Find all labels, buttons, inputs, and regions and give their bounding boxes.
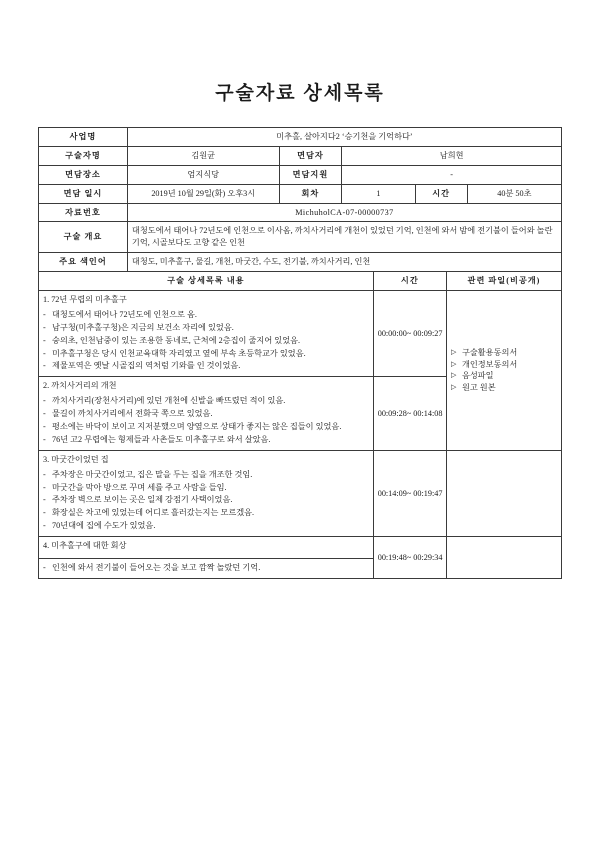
section-title: 2. 까치사거리의 개천 [43, 381, 117, 391]
related-files [446, 291, 561, 451]
section-content [39, 537, 374, 559]
table-row [39, 253, 562, 272]
info-table [38, 127, 562, 272]
table-row [39, 184, 562, 203]
detail-header-row [39, 272, 562, 291]
place-label: 면담장소 [39, 165, 128, 184]
session-label: 회차 [279, 184, 342, 203]
table-row [39, 291, 562, 377]
section-title: 1. 72년 무렵의 미추홀구 [43, 295, 127, 305]
list-item: - 남구청(미추홀구청)은 지금의 보건소 자리에 있었음. [43, 322, 369, 334]
files-empty [446, 537, 561, 579]
detail-table [38, 271, 562, 579]
section-title: 4. 미추홀구에 대한 회상 [43, 541, 127, 551]
file-item: ▷ 개인정보동의서 [451, 359, 557, 371]
files-empty [446, 450, 561, 536]
section-title: 3. 마굿간이었던 집 [43, 454, 109, 464]
list-item: - 주차장 벽으로 보이는 곳은 일제 강점기 사택이었음. [43, 494, 369, 506]
section-content [39, 291, 374, 377]
time-header: 시간 [373, 272, 446, 291]
file-item: ▷ 음성파일 [451, 370, 557, 382]
section-time: 00:00:00~ 00:09:27 [373, 291, 446, 377]
list-item: - 제물포역은 옛날 시골집의 역처럼 기와를 인 것이었음. [43, 360, 369, 372]
keyword-value: 대청도, 미추홀구, 물길, 개천, 마굿간, 수도, 전기불, 까치사거리, 인천 [127, 253, 561, 272]
datetime-value: 2019년 10월 29일(화) 오후3시 [127, 184, 279, 203]
section-time: 00:09:28~ 00:14:08 [373, 377, 446, 450]
duration-label: 시간 [415, 184, 467, 203]
interviewer-value: 남희현 [342, 146, 562, 165]
session-value: 1 [342, 184, 415, 203]
list-item: - 주차장은 마굿간이었고, 집은 말을 두는 집을 개조한 것임. [43, 469, 369, 481]
project-value: 미추홀, 살아지다2 ‘승기천을 기억하다’ [127, 128, 561, 147]
section-items [43, 395, 369, 446]
list-item: - 70년대에 집에 수도가 있었음. [43, 520, 369, 532]
duration-value: 40분 50초 [467, 184, 561, 203]
assistant-label: 면담지원 [279, 165, 342, 184]
section-items [43, 562, 369, 574]
page-title: 구술자료 상세목록 [215, 83, 385, 104]
narrator-label: 구술자명 [39, 146, 128, 165]
table-row [39, 222, 562, 253]
table-row [39, 537, 562, 559]
code-label: 자료번호 [39, 203, 128, 222]
keyword-label: 주요 색인어 [39, 253, 128, 272]
overview-label: 구술 개요 [39, 222, 128, 253]
list-item: - 인천에 와서 전기불이 들어오는 것을 보고 깜짝 놀랐던 기억. [43, 562, 369, 574]
list-item: - 화장실은 차고에 있었는데 어디로 흘러갔는지는 모르겠음. [43, 507, 369, 519]
table-row [39, 146, 562, 165]
table-row [39, 203, 562, 222]
list-item: - 물길이 까치사거리에서 전화국 쪽으로 있었음. [43, 408, 369, 420]
list-item: - 까치사거리(장천사거리)에 있던 개천에 신발을 빠뜨렸던 적이 있음. [43, 395, 369, 407]
section-content [39, 450, 374, 536]
overview-value: 대청도에서 태어나 72년도에 인천으로 이사옴, 까치사거리에 개천이 있었던 기억, 인천에 와서 밤에 전기불이 들어와 놀란 기억, 시골보다도 고향 같은 인천 [127, 222, 561, 253]
content-header: 구술 상세목록 내용 [39, 272, 374, 291]
list-item: - 평소에는 바닥이 보이고 지저분했으며 양옆으로 상태가 좋지는 않은 집들이 있었음. [43, 421, 369, 433]
table-row [39, 450, 562, 536]
list-item: - 마굿간을 막아 방으로 꾸며 세를 주고 사람을 들임. [43, 482, 369, 494]
table-row [39, 165, 562, 184]
project-label: 사업명 [39, 128, 128, 147]
section-time: 00:19:48~ 00:29:34 [373, 537, 446, 579]
list-item: - 대청도에서 태어나 72년도에 인천으로 옴. [43, 309, 369, 321]
datetime-label: 면담 일시 [39, 184, 128, 203]
table-row [39, 128, 562, 147]
section-items [43, 469, 369, 532]
list-item: - 미추홀구청은 당시 인천교육대학 자리였고 옆에 부속 초등학교가 있었음. [43, 348, 369, 360]
section-items [43, 309, 369, 372]
narrator-value: 김원균 [127, 146, 279, 165]
interviewer-label: 면담자 [279, 146, 342, 165]
file-item: ▷ 원고 원본 [451, 382, 557, 394]
place-value: 엄지식당 [127, 165, 279, 184]
section-content [39, 559, 374, 579]
assistant-value: - [342, 165, 562, 184]
code-value: MichuholCA-07-00000737 [127, 203, 561, 222]
list-item: - 숭의초, 인천남중이 있는 조용한 동네로, 근처에 2층집이 줄지어 있었음. [43, 335, 369, 347]
list-item: - 76년 고2 무렵에는 형제들과 사촌들도 미추홀구로 와서 살았음. [43, 434, 369, 446]
file-item: ▷ 구술활용동의서 [451, 347, 557, 359]
section-content [39, 377, 374, 450]
files-header: 관련 파일(비공개) [446, 272, 561, 291]
section-time: 00:14:09~ 00:19:47 [373, 450, 446, 536]
